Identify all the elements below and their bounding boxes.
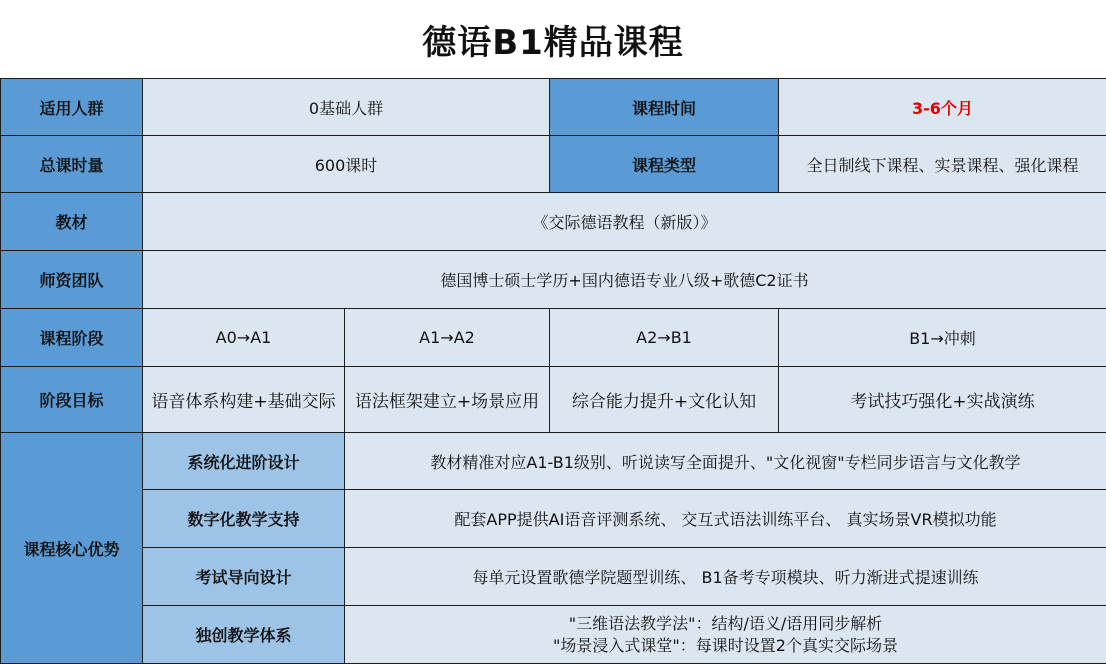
row-goals	[1, 367, 1106, 433]
advantage-name: 独创教学体系	[143, 606, 345, 664]
teachers-label: 师资团队	[1, 251, 143, 309]
advantage-name: 考试导向设计	[143, 548, 345, 606]
row-hours-type	[1, 136, 1106, 193]
teachers-value: 德国博士硕士学历+国内德语专业八级+歌德C2证书	[143, 251, 1106, 309]
page-title: 德语B1精品课程	[0, 0, 1106, 78]
audience-value: 0基础人群	[143, 79, 550, 136]
hours-value: 600课时	[143, 136, 550, 193]
goals-label: 阶段目标	[1, 367, 143, 433]
stage-cell: A2→B1	[550, 309, 779, 367]
row-textbook	[1, 193, 1106, 251]
stage-cell: A1→A2	[345, 309, 550, 367]
advantage-row	[1, 490, 1106, 548]
duration-label: 课程时间	[550, 79, 779, 136]
advantage-desc: 配套APP提供AI语音评测系统、 交互式语法训练平台、 真实场景VR模拟功能	[345, 490, 1106, 548]
row-stages	[1, 309, 1106, 367]
type-label: 课程类型	[550, 136, 779, 193]
stage-cell: B1→冲刺	[779, 309, 1106, 367]
goal-cell: 语音体系构建+基础交际	[143, 367, 345, 433]
advantage-desc-line: "三维语法教学法"：结构/语义/语用同步解析	[349, 613, 1102, 635]
goal-cell: 语法框架建立+场景应用	[345, 367, 550, 433]
advantage-name: 系统化进阶设计	[143, 433, 345, 490]
advantage-desc-line: "场景浸入式课堂"：每课时设置2个真实交际场景	[349, 635, 1102, 657]
hours-label: 总课时量	[1, 136, 143, 193]
advantage-desc: 教材精准对应A1-B1级别、听说读写全面提升、"文化视窗"专栏同步语言与文化教学	[345, 433, 1106, 490]
goal-cell: 综合能力提升+文化认知	[550, 367, 779, 433]
advantage-desc-multiline	[345, 606, 1106, 664]
course-table	[0, 78, 1106, 664]
textbook-label: 教材	[1, 193, 143, 251]
stages-label: 课程阶段	[1, 309, 143, 367]
advantage-desc: 每单元设置歌德学院题型训练、 B1备考专项模块、听力渐进式提速训练	[345, 548, 1106, 606]
textbook-value: 《交际德语教程（新版）》	[143, 193, 1106, 251]
row-teachers	[1, 251, 1106, 309]
type-value: 全日制线下课程、实景课程、强化课程	[779, 136, 1106, 193]
duration-value: 3-6个月	[779, 79, 1106, 136]
audience-label: 适用人群	[1, 79, 143, 136]
advantage-row	[1, 433, 1106, 490]
stage-cell: A0→A1	[143, 309, 345, 367]
advantages-label: 课程核心优势	[1, 433, 143, 664]
row-audience-duration	[1, 79, 1106, 136]
advantage-row	[1, 606, 1106, 664]
advantage-row	[1, 548, 1106, 606]
advantage-name: 数字化教学支持	[143, 490, 345, 548]
goal-cell: 考试技巧强化+实战演练	[779, 367, 1106, 433]
